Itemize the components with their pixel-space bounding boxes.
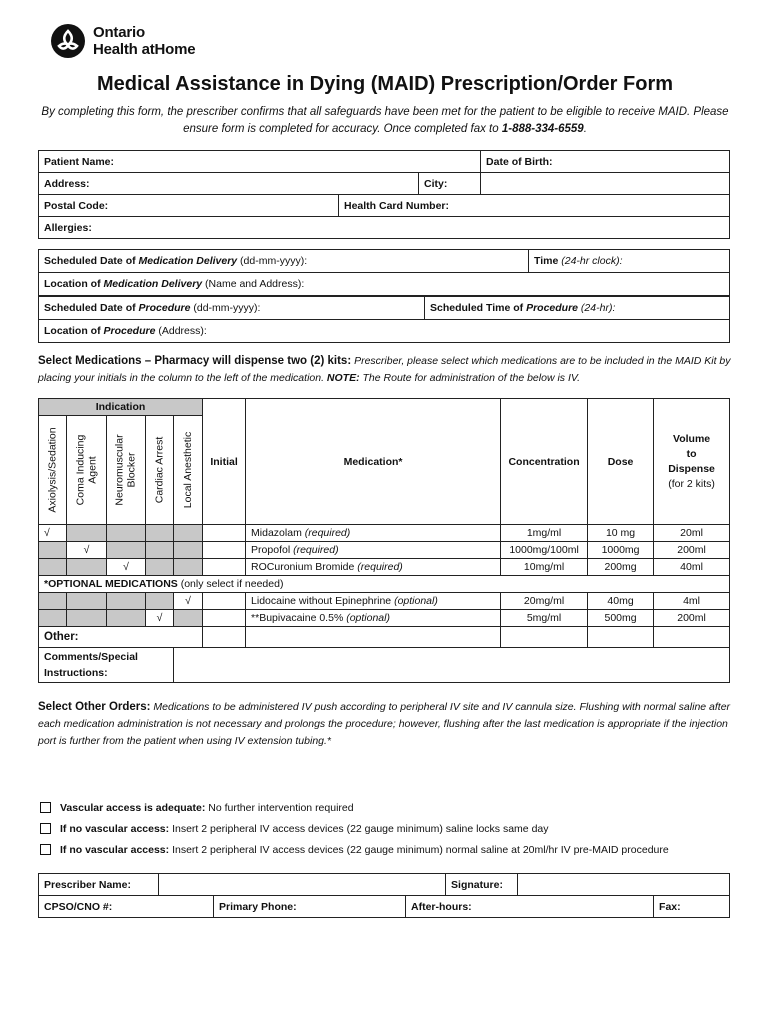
ind-col-neuromuscular xyxy=(107,416,146,525)
no-vascular-normal-saline-option[interactable] xyxy=(40,839,740,860)
other-conc-cell[interactable] xyxy=(501,627,588,648)
med-vol: 200ml xyxy=(654,610,730,627)
check-mark: √ xyxy=(67,542,107,559)
initial-cell[interactable] xyxy=(203,593,246,610)
org-logo xyxy=(51,24,195,58)
vascular-access-options xyxy=(40,797,740,860)
prescriber-name-label: Prescriber Name: xyxy=(39,874,159,896)
med-name xyxy=(246,525,501,542)
med-name-text: Propofol xyxy=(251,544,291,556)
table-row xyxy=(39,593,730,610)
fax-field[interactable]: Fax: xyxy=(654,896,730,918)
ind-neuro-line2: Blocker xyxy=(126,452,139,488)
option-text: Insert 2 peripheral IV access devices (22 gauge minimum) normal saline at 20ml/hr IV pre-MAID procedure xyxy=(169,843,669,856)
med-vol: 200ml xyxy=(654,542,730,559)
med-conc: 10mg/ml xyxy=(501,559,588,576)
med-dose: 500mg xyxy=(588,610,654,627)
table-row xyxy=(39,610,730,627)
ind-coma-label xyxy=(75,435,99,506)
optional-heading-a: *OPTIONAL MEDICATIONS xyxy=(44,578,178,590)
med-conc: 1000mg/100ml xyxy=(501,542,588,559)
med-conc: 20mg/ml xyxy=(501,593,588,610)
procedure-time-label-c: (24-hr): xyxy=(578,302,616,314)
vascular-adequate-option[interactable] xyxy=(40,797,740,818)
med-name-text: **Bupivacaine 0.5% xyxy=(251,612,344,624)
allergies-field[interactable]: Allergies: xyxy=(39,217,730,239)
cpso-field[interactable]: CPSO/CNO #: xyxy=(39,896,214,918)
check-mark: √ xyxy=(146,610,174,627)
intro-body: By completing this form, the prescriber confirms that all safeguards have been met for the patient to be eligible to receive MAID. Please ensure form is completed for accuracy. Once completed fax to xyxy=(41,106,729,135)
medications-table xyxy=(38,398,730,683)
procedure-location-label-b: Procedure xyxy=(103,325,156,337)
check-mark: √ xyxy=(107,559,146,576)
volume-header xyxy=(654,399,730,525)
procedure-time-label-b: Procedure xyxy=(526,302,579,314)
table-row xyxy=(39,559,730,576)
trillium-icon xyxy=(51,24,85,58)
med-name xyxy=(246,542,501,559)
table-row xyxy=(39,542,730,559)
procedure-location-label-a: Location of xyxy=(44,325,104,337)
checkbox-icon[interactable] xyxy=(40,802,51,813)
delivery-location-field[interactable] xyxy=(39,273,730,297)
form-title: Medical Assistance in Dying (MAID) Prescription/Order Form xyxy=(96,73,674,95)
option-label: Vascular access is adequate: xyxy=(60,801,206,814)
prescriber-name-field[interactable] xyxy=(159,874,446,896)
ind-sedation-label: Axiolysis/Sedation xyxy=(46,427,59,513)
med-note: (required) xyxy=(357,561,403,573)
time-label-b: (24-hr clock): xyxy=(558,255,623,267)
med-dose: 200mg xyxy=(588,559,654,576)
volume-header-2: to xyxy=(686,447,697,460)
med-name xyxy=(246,559,501,576)
postal-code-field[interactable]: Postal Code: xyxy=(39,195,339,217)
select-meds-text-a: Prescriber, please select which medications are to be included in the MAID Kit by placing your initials in the column to the left of the medication. xyxy=(38,355,731,384)
indication-header: Indication xyxy=(39,399,203,416)
intro-text xyxy=(30,104,740,138)
time-label-a: Time xyxy=(534,255,559,267)
med-name-text: ROCuronium Bromide xyxy=(251,561,355,573)
dob-field[interactable]: Date of Birth: xyxy=(481,151,730,173)
city-field[interactable] xyxy=(481,173,730,195)
med-dose: 40mg xyxy=(588,593,654,610)
initial-cell[interactable] xyxy=(203,542,246,559)
volume-header-4: (for 2 kits) xyxy=(668,477,715,490)
delivery-date-label-c: (dd-mm-yyyy): xyxy=(237,255,308,267)
check-mark: √ xyxy=(174,593,203,610)
delivery-date-field[interactable] xyxy=(39,250,529,273)
delivery-location-label-b: Medication Delivery xyxy=(103,278,203,290)
ind-neuro-line1: Neuromuscular xyxy=(114,434,127,506)
address-label: Address: xyxy=(44,177,90,190)
ind-col-local xyxy=(174,416,203,525)
other-med-cell[interactable] xyxy=(246,627,501,648)
procedure-date-field[interactable] xyxy=(39,296,425,320)
ind-coma-line1: Coma Inducing xyxy=(74,434,87,506)
med-dose: 1000mg xyxy=(588,542,654,559)
med-conc: 1mg/ml xyxy=(501,525,588,542)
med-name-text: Midazolam xyxy=(251,527,302,539)
med-note: (optional) xyxy=(394,595,438,607)
select-meds-text-b: The Route for administration of the below is IV. xyxy=(359,372,581,384)
table-row xyxy=(39,525,730,542)
checkbox-icon[interactable] xyxy=(40,844,51,855)
comments-label-1: Comments/Special xyxy=(44,651,138,663)
ind-col-coma xyxy=(67,416,107,525)
delivery-date-label-a: Scheduled Date of xyxy=(44,255,139,267)
other-orders-heading: Select Other Orders: xyxy=(38,701,151,713)
primary-phone-field[interactable]: Primary Phone: xyxy=(214,896,406,918)
select-medications-text xyxy=(38,353,738,387)
other-dose-cell[interactable] xyxy=(588,627,654,648)
patient-name-field[interactable]: Patient Name: xyxy=(39,151,481,173)
procedure-date-label-c: (dd-mm-yyyy): xyxy=(190,302,261,314)
no-vascular-saline-lock-option[interactable] xyxy=(40,818,740,839)
procedure-date-label-a: Scheduled Date of xyxy=(44,302,139,314)
signature-field[interactable] xyxy=(518,874,730,896)
org-name-line1: Ontario xyxy=(93,24,145,41)
volume-header-3: Dispense xyxy=(668,462,715,475)
org-name-line2: Health atHome xyxy=(93,41,196,58)
address-field[interactable] xyxy=(39,173,481,195)
med-conc: 5mg/ml xyxy=(501,610,588,627)
med-dose: 10 mg xyxy=(588,525,654,542)
option-label: If no vascular access: xyxy=(60,843,170,856)
med-note: (required) xyxy=(304,527,351,539)
delivery-location-label-c: (Name and Address): xyxy=(202,278,305,290)
other-label: Other: xyxy=(39,627,203,648)
concentration-header: Concentration xyxy=(501,399,588,525)
initial-header: Initial xyxy=(203,399,246,525)
procedure-date-label-b: Procedure xyxy=(138,302,191,314)
ind-col-cardiac xyxy=(146,416,174,525)
medication-header: Medication* xyxy=(246,399,501,525)
med-vol: 40ml xyxy=(654,559,730,576)
procedure-location-label-c: (Address): xyxy=(155,325,207,337)
procedure-location-field[interactable] xyxy=(39,320,730,343)
check-mark: √ xyxy=(39,525,67,542)
delivery-time-field[interactable] xyxy=(529,250,730,273)
comments-label xyxy=(39,648,174,683)
after-hours-field[interactable]: After-hours: xyxy=(406,896,654,918)
ind-neuro-label xyxy=(114,434,138,505)
volume-header-1: Volume xyxy=(672,432,711,445)
option-label: If no vascular access: xyxy=(60,822,170,835)
option-text: Insert 2 peripheral IV access devices (22 gauge minimum) saline locks same day xyxy=(169,822,549,835)
ind-coma-line2: Agent xyxy=(86,456,99,484)
city-label: City: xyxy=(418,173,447,194)
option-text: No further intervention required xyxy=(205,801,354,814)
ind-cardiac-label: Cardiac Arrest xyxy=(153,436,166,504)
select-meds-heading: Select Medications – Pharmacy will dispense two (2) kits: xyxy=(38,355,352,367)
procedure-time-label-a: Scheduled Time of xyxy=(430,302,527,314)
delivery-date-label-b: Medication Delivery xyxy=(138,255,238,267)
optional-heading-b: (only select if needed) xyxy=(177,578,284,590)
ind-col-sedation xyxy=(39,416,67,525)
med-note: (required) xyxy=(293,544,339,556)
med-vol: 4ml xyxy=(654,593,730,610)
other-orders-text xyxy=(38,699,738,750)
initial-cell[interactable] xyxy=(203,525,246,542)
med-name xyxy=(246,593,501,610)
other-orders-body: Medications to be administered IV push according to peripheral IV site and IV cannula size. Flushing with normal saline after each medication administration is not necessary and prolongs the procedure; however, flushing after the last medication is appropriate if the injection port is further from the patient when using IV extension tubing.* xyxy=(38,701,731,747)
intro-end: . xyxy=(583,123,587,135)
initial-cell[interactable] xyxy=(203,610,246,627)
ind-local-label: Local Anesthetic xyxy=(182,431,195,509)
optional-heading xyxy=(39,576,730,593)
med-note: (optional) xyxy=(346,612,390,624)
health-card-field[interactable]: Health Card Number: xyxy=(339,195,730,217)
signature-label: Signature: xyxy=(446,874,518,896)
select-meds-note: NOTE: xyxy=(326,372,360,384)
checkbox-icon[interactable] xyxy=(40,823,51,834)
other-initial-cell[interactable] xyxy=(203,627,246,648)
schedule-table xyxy=(38,249,730,343)
comments-field[interactable] xyxy=(174,648,730,683)
med-name-text: Lidocaine without Epinephrine xyxy=(251,595,392,607)
initial-cell[interactable] xyxy=(203,559,246,576)
med-vol: 20ml xyxy=(654,525,730,542)
patient-info-table xyxy=(38,150,730,239)
fax-number: 1-888-334-6559 xyxy=(501,123,584,135)
dose-header: Dose xyxy=(588,399,654,525)
med-name xyxy=(246,610,501,627)
other-vol-cell[interactable] xyxy=(654,627,730,648)
delivery-location-label-a: Location of xyxy=(44,278,104,290)
procedure-time-field[interactable] xyxy=(425,296,730,320)
prescriber-table xyxy=(38,873,730,918)
comments-label-2: Instructions: xyxy=(44,667,108,679)
